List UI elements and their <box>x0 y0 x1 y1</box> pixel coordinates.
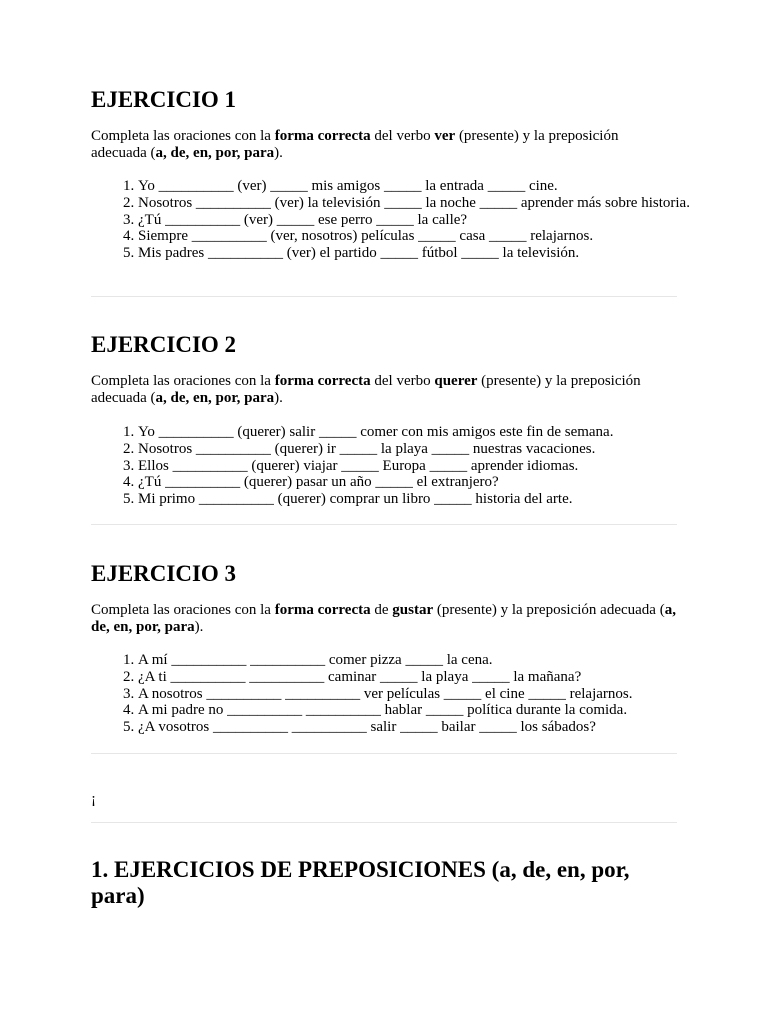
instruction-text: Completa las oraciones con la <box>91 373 275 389</box>
list-item: 2. ¿A ti __________ __________ caminar _____ la playa _____ la mañana? <box>138 669 724 686</box>
list-item: 5. ¿A vosotros __________ __________ salir _____ bailar _____ los sábados? <box>138 719 724 736</box>
list-item: 3. A nosotros __________ __________ ver películas _____ el cine _____ relajarnos. <box>138 686 724 703</box>
section-heading: 1. EJERCICIOS DE PREPOSICIONES (a, de, en, por, para) <box>91 857 630 908</box>
list-item: 4. Siempre __________ (ver, nosotros) películas _____ casa _____ relajarnos. <box>138 228 724 245</box>
exercise-3-title: EJERCICIO 3 <box>91 561 237 586</box>
stray-character: ¡ <box>91 791 96 807</box>
instruction-bold-text: forma correcta <box>274 602 371 618</box>
list-item: 3. Ellos __________ (querer) viajar _____ Europa _____ aprender idiomas. <box>138 458 724 475</box>
list-item: 5. Mi primo __________ (querer) comprar un libro _____ historia del arte. <box>138 491 724 508</box>
list-item: 1. Yo __________ (querer) salir _____ comer con mis amigos este fin de semana. <box>138 424 724 441</box>
instruction-text: (presente) y la preposición adecuada ( <box>433 602 665 618</box>
list-item: 4. ¿Tú __________ (querer) pasar un año _____ el extranjero? <box>138 474 724 491</box>
instruction-bold-text: querer <box>434 373 478 389</box>
instruction-text: (presente) y la preposición adecuada ( <box>91 373 641 406</box>
instruction-bold-text: forma correcta <box>274 128 371 144</box>
exercise-3-list <box>91 652 724 736</box>
exercise-2-instruction <box>91 373 677 407</box>
instruction-text: (presente) y la preposición adecuada ( <box>91 128 619 161</box>
instruction-text: ). <box>274 145 283 161</box>
list-item: 2. Nosotros __________ (ver) la televisión _____ la noche _____ aprender más sobre historia. <box>138 195 724 212</box>
instruction-text: del verbo <box>370 373 435 389</box>
exercise-1-title: EJERCICIO 1 <box>91 87 237 112</box>
instruction-bold-text: a, de, en, por, para <box>155 390 275 406</box>
instruction-bold-text: a, de, en, por, para <box>155 145 275 161</box>
separator-1 <box>91 296 677 297</box>
exercise-2-title: EJERCICIO 2 <box>91 332 237 357</box>
instruction-text: Completa las oraciones con la <box>91 128 275 144</box>
separator-2 <box>91 524 677 525</box>
list-item: 1. Yo __________ (ver) _____ mis amigos _____ la entrada _____ cine. <box>138 178 724 195</box>
exercise-1-list <box>91 178 724 262</box>
separator-4 <box>91 822 677 823</box>
instruction-bold-text: gustar <box>392 602 434 618</box>
instruction-text: de <box>370 602 393 618</box>
instruction-text: ). <box>274 390 283 406</box>
instruction-text: ). <box>194 619 204 635</box>
exercise-2-list <box>91 424 724 508</box>
list-item: 4. A mi padre no __________ __________ hablar _____ política durante la comida. <box>138 702 724 719</box>
list-item: 3. ¿Tú __________ (ver) _____ ese perro _____ la calle? <box>138 212 724 229</box>
instruction-text: del verbo <box>370 128 435 144</box>
instruction-text: Completa las oraciones con la <box>91 602 275 618</box>
instruction-bold-text: forma correcta <box>274 373 371 389</box>
exercise-1-instruction <box>91 128 677 162</box>
separator-3 <box>91 753 677 754</box>
exercise-3-instruction <box>91 602 677 636</box>
instruction-bold-text: a, de, en, por, para <box>91 602 676 635</box>
list-item: 1. A mí __________ __________ comer pizza _____ la cena. <box>138 652 724 669</box>
list-item: 2. Nosotros __________ (querer) ir _____ la playa _____ nuestras vacaciones. <box>138 441 724 458</box>
list-item: 5. Mis padres __________ (ver) el partido _____ fútbol _____ la televisión. <box>138 245 724 262</box>
instruction-bold-text: ver <box>434 128 456 144</box>
